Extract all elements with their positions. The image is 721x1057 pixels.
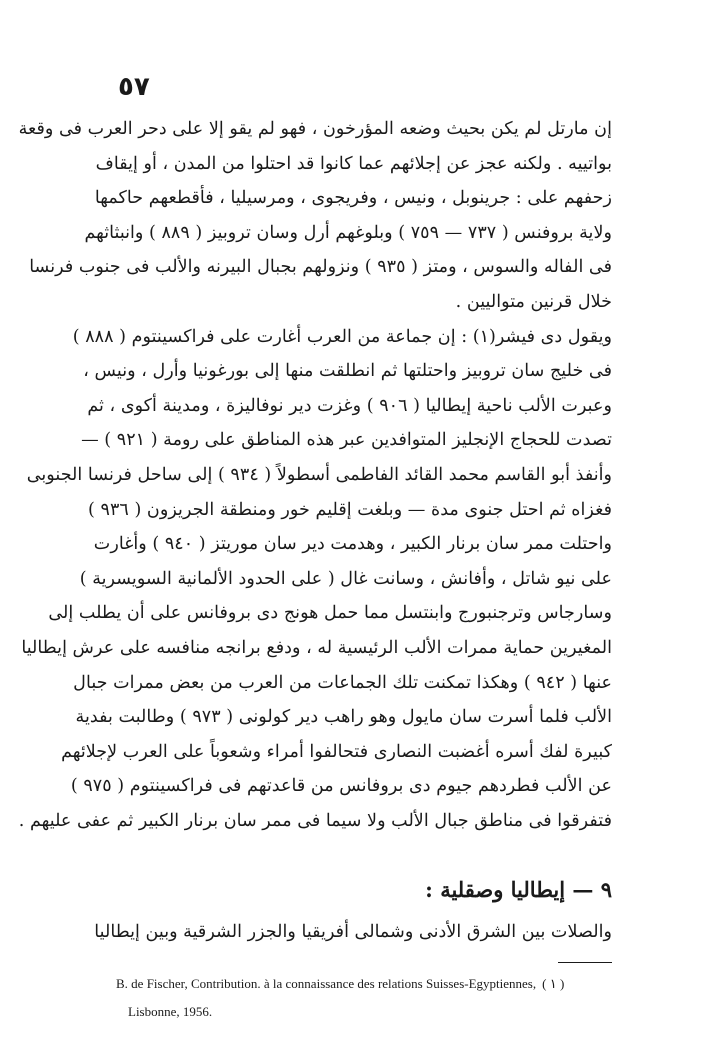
text-line: على نيو شاتل ، وأفانش ، وسانت غال ( على الحدود الألمانية السويسرية ) bbox=[79, 568, 612, 589]
text-line: الألب فلما أسرت سان مايول وهو راهب دير كولونى ( ٩٧٣ ) وطالبت بفدية bbox=[75, 707, 612, 728]
text-line: المغيرين حماية ممرات الألب الرئيسية له ، ودفع برانجه منافسه على عرش إيطاليا bbox=[21, 637, 612, 658]
footnote bbox=[116, 970, 636, 1026]
text-line: عنها ( ٩٤٢ ) وهكذا تمكنت تلك الجماعات من العرب من بعض ممرات جبال bbox=[73, 672, 612, 693]
text-line: ويقول دى فيشر(١) : إن جماعة من العرب أغارت على فراكسينتوم ( ٨٨٨ ) bbox=[72, 326, 612, 347]
page-number: ٥٧ bbox=[118, 72, 150, 102]
text-line: وسارجاس وترجنبورج وابنتسل مما حمل هونج دى بروفانس على أن يطلب إلى bbox=[48, 603, 612, 624]
text-line: واحتلت ممر سان برنار الكبير ، وهدمت دير سان موريتز ( ٩٤٠ ) وأغارت bbox=[93, 534, 612, 555]
footnote-text: B. de Fischer, Contribution. à la connaissance des relations Suisses-Egyptiennes, bbox=[116, 976, 537, 991]
text-line: ولاية بروفنس ( ٧٣٧ — ٧٥٩ ) وبلوغهم أرل وسان تروبيز ( ٨٨٩ ) وانبثاثهم bbox=[84, 222, 612, 243]
footnote-marker: ( ١ ) bbox=[542, 976, 565, 991]
footnote-line-1 bbox=[116, 970, 636, 998]
text-line: خلال قرنين متواليين . bbox=[455, 291, 612, 312]
text-line: عن الألب فطردهم جيوم دى بروفانس من قاعدتهم فى فراكسينتوم ( ٩٧٥ ) bbox=[70, 776, 612, 797]
text-line: كبيرة لفك أسره أغضبت النصارى فتحالفوا أمراء وشعوباً على العرب لإجلائهم bbox=[61, 741, 612, 762]
text-line: فتفرقوا فى مناطق جبال الألب ولا سيما فى ممر سان برنار الكبير ثم عفى عليهم . bbox=[18, 810, 612, 831]
section-first-line: والصلات بين الشرق الأدنى وشمالى أفريقيا والجزر الشرقية وبين إيطاليا bbox=[94, 922, 612, 942]
text-line: زحفهم على : جرينوبل ، ونيس ، وفريجوى ، ومرسيليا ، فأقطعهم حاكمها bbox=[94, 188, 612, 209]
text-line: تصدت للحجاج الإنجليز المتوافدين عبر هذه المناطق على رومة ( ٩٢١ ) — bbox=[81, 430, 612, 451]
text-line: فى الفاله والسوس ، ومتز ( ٩٣٥ ) ونزولهم بجبال البيرنه والألب فى جنوب فرنسا bbox=[29, 257, 612, 278]
section-heading: ٩ — إيطاليا وصقلية : bbox=[425, 877, 612, 902]
text-line: بواتييه . ولكنه عجز عن إجلائهم عما كانوا قد احتلوا من المدن ، أو إيقاف bbox=[95, 153, 612, 174]
text-line: فغزاه ثم احتل جنوى مدة — وبلغت إقليم خور ومنطقة الجريزون ( ٩٣٦ ) bbox=[88, 499, 612, 520]
text-line: وأنفذ أبو القاسم محمد القائد الفاطمى أسطولاً ( ٩٣٤ ) إلى ساحل فرنسا الجنوبى bbox=[26, 464, 612, 485]
text-line: إن مارتل لم يكن بحيث وضعه المؤرخون ، فهو لم يقو إلا على دحر العرب فى وقعة bbox=[18, 119, 612, 139]
text-line: وعبرت الألب ناحية إيطاليا ( ٩٠٦ ) وغزت دير نوفاليزة ، ومدينة أكوى ، ثم bbox=[87, 395, 612, 416]
footnote-line-2: Lisbonne, 1956. bbox=[128, 1004, 213, 1019]
footnote-divider bbox=[558, 962, 612, 963]
body-text bbox=[18, 112, 612, 838]
text-line: فى خليج سان تروبيز واحتلتها ثم انطلقت منها إلى بورغونيا وأرل ، ونيس ، bbox=[83, 361, 612, 382]
